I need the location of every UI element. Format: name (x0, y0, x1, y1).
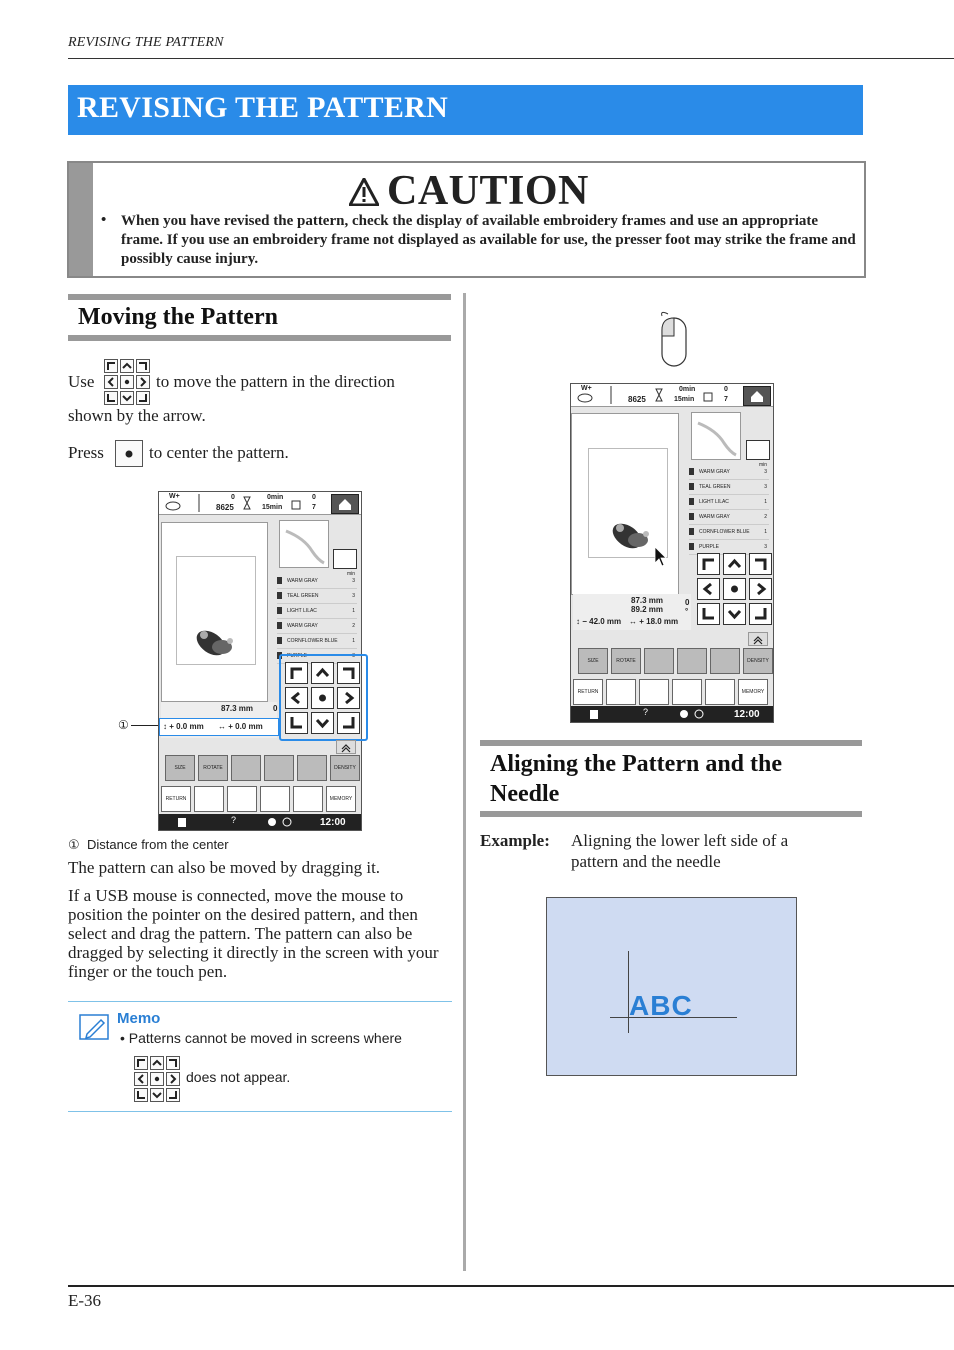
press-text-suffix: to center the pattern. (149, 443, 289, 462)
thread-row (277, 634, 357, 649)
hourglass-icon (655, 388, 663, 402)
thread-name: PURPLE (287, 653, 308, 659)
distance-from-center-readout: ↕ + 0.0 mm ↔ + 0.0 mm (159, 718, 279, 736)
needle-icon (196, 494, 202, 512)
move-up-button[interactable] (311, 662, 334, 684)
thread-count: 1 (352, 638, 355, 644)
move-pad-icon-memo (134, 1056, 180, 1102)
thread-row (277, 589, 357, 604)
embroidery-edit-screen-right: W+ 8625 0min 15min 0 7 min WARM GRAY 3 TEAL GREEN 3 LIGHT LILAC 1 WARM GRAY 2 CORNFLOWER BLUE 1 PURPLE 3 87.3 mm 89.2 mm 0 ° ↕ − 42.0 mm ↔ + 18.0 mm SIZE ROTATE DENSITY RETURN MEMORY ? 12:00 (570, 383, 774, 723)
screen-status-bar: W+ 8625 0 0min 15min 0 7 (159, 492, 361, 515)
thread-swatch (277, 592, 282, 599)
expand-toggle-button[interactable] (336, 740, 356, 754)
function-button-1-4[interactable] (677, 648, 707, 674)
settings-icon[interactable] (267, 817, 293, 827)
size-button[interactable]: SIZE (165, 755, 195, 781)
thread-swatch (689, 543, 694, 550)
function-button-1-5[interactable] (297, 755, 327, 781)
thread-name: WARM GRAY (287, 578, 318, 584)
function-button-1-3[interactable] (644, 648, 674, 674)
move-right-button[interactable] (337, 687, 360, 709)
thread-color-list (277, 574, 357, 664)
move-down-button[interactable] (311, 712, 334, 734)
thread-name: TEAL GREEN (287, 593, 319, 599)
home-button[interactable] (743, 386, 771, 406)
return-button[interactable]: RETURN (573, 679, 603, 705)
thread-swatch (689, 483, 694, 490)
function-button-1-5[interactable] (710, 648, 740, 674)
memo-box (68, 1001, 452, 1112)
move-left-button[interactable] (285, 687, 308, 709)
section-heading-aligning: Aligning the Pattern and the Needle (480, 740, 862, 817)
thread-spool-icon (703, 392, 713, 402)
thread-name: CORNFLOWER BLUE (699, 529, 750, 535)
thread-swatch (277, 637, 282, 644)
rotate-button[interactable]: ROTATE (198, 755, 228, 781)
thread-row (277, 604, 357, 619)
needle-icon (608, 386, 614, 404)
presser-foot-icon (165, 501, 181, 511)
pattern-thumbnail (279, 520, 329, 568)
thread-count: 3 (352, 578, 355, 584)
screen-status-bar: W+ 8625 0min 15min 0 7 (571, 384, 773, 407)
thread-swatch (277, 577, 282, 584)
running-header: REVISING THE PATTERN (68, 35, 224, 50)
thread-swatch (277, 622, 282, 629)
function-button-2-5[interactable] (705, 679, 735, 705)
thread-swatch (689, 528, 694, 535)
thread-name: PURPLE (699, 544, 720, 550)
move-pad (697, 553, 772, 625)
callout-leader (131, 725, 158, 726)
example-label: Example: (480, 831, 550, 850)
thread-count: 3 (764, 544, 767, 550)
function-buttons-row2 (573, 679, 768, 705)
frame-display-button[interactable] (333, 549, 357, 569)
embroidery-edit-screen-left: W+ 8625 0 0min 15min 0 7 min WARM GRAY 3 TEAL GREEN 3 LIGHT LILAC 1 WARM GRAY 2 CORNFLOWER BLUE 1 PURPLE 3 87.3 mm 0 ↕ + 0.0 mm ↔ + 0.0 mm SIZE ROTATE DENSITY RETURN MEMORY ? 12:00 (158, 491, 362, 831)
thread-row (277, 619, 357, 634)
move-up-right-button[interactable] (749, 553, 772, 575)
thread-name: LIGHT LILAC (699, 499, 729, 505)
move-right-button[interactable] (749, 578, 772, 600)
thread-row (689, 465, 769, 480)
function-button-2-4[interactable] (260, 786, 290, 812)
memo-pencil-icon (79, 1014, 111, 1042)
use-text-prefix: Use (68, 372, 95, 391)
thread-name: TEAL GREEN (699, 484, 731, 490)
page-icon[interactable] (177, 817, 187, 827)
expand-toggle-button[interactable] (748, 632, 768, 646)
alignment-figure (546, 897, 797, 1076)
footer-rule (68, 1285, 954, 1287)
example-text-line1: Aligning the lower left side of a (571, 831, 789, 850)
thread-count: 2 (352, 623, 355, 629)
mouse-pointer-icon (654, 546, 668, 568)
section-heading-moving: Moving the Pattern (68, 294, 451, 341)
size-button[interactable]: SIZE (578, 648, 608, 674)
density-button[interactable]: DENSITY (330, 755, 360, 781)
thread-count: 3 (764, 484, 767, 490)
thread-count: 3 (764, 469, 767, 475)
size-info-panel: 87.3 mm 0 (161, 702, 277, 738)
thread-count: 3 (352, 653, 355, 659)
function-buttons-row1 (578, 648, 773, 674)
thread-swatch (689, 498, 694, 505)
caution-text: When you have revised the pattern, check the display of available embroidery frames and use an appropriate frame. If you use an embroidery frame not displayed as available for use, the presser foot may strike the frame and possibly cause injury. (121, 213, 856, 267)
function-buttons-row2 (161, 786, 356, 812)
function-buttons-row1 (165, 755, 360, 781)
move-down-right-button[interactable] (337, 712, 360, 734)
function-button-2-2[interactable] (194, 786, 224, 812)
move-left-button[interactable] (697, 578, 720, 600)
drag-text: The pattern can also be moved by dragging it. (68, 858, 381, 877)
example-text-line2: pattern and the needle (571, 852, 721, 871)
move-down-left-button[interactable] (697, 603, 720, 625)
move-up-left-button[interactable] (697, 553, 720, 575)
usb-mouse-text: If a USB mouse is connected, move the mouse to position the pointer on the desired pattern, and then select and drag the pattern. The pattern can also be dragged by selecting it directly in the screen with your finger or the touch pen. (68, 886, 439, 981)
memo-title: Memo (117, 1010, 161, 1027)
thread-swatch (277, 607, 282, 614)
thread-count: 1 (764, 499, 767, 505)
memo-text-line2: does not appear. (186, 1069, 291, 1085)
screen-bottom-bar: ? 12:00 (571, 706, 773, 722)
thread-count: 3 (352, 593, 355, 599)
help-button[interactable]: ? (643, 707, 649, 717)
header-rule (68, 58, 954, 59)
memory-button[interactable]: MEMORY (738, 679, 768, 705)
thread-row (689, 525, 769, 540)
move-center-button[interactable] (723, 578, 746, 600)
usb-mouse-icon (658, 310, 688, 368)
screen-bottom-bar: ? 12:00 (159, 814, 361, 830)
use-text-suffix: to move the pattern in the direction (156, 372, 395, 391)
settings-icon[interactable] (679, 709, 705, 719)
size-info-panel: 87.3 mm 89.2 mm 0 ° ↕ − 42.0 mm ↔ + 18.0 mm (573, 594, 691, 630)
move-down-right-button[interactable] (749, 603, 772, 625)
function-button-2-4[interactable] (672, 679, 702, 705)
butterfly-pattern-icon[interactable] (602, 506, 662, 566)
density-button[interactable]: DENSITY (743, 648, 773, 674)
page-title: REVISING THE PATTERN (77, 91, 449, 124)
rotate-button[interactable]: ROTATE (611, 648, 641, 674)
thread-color-list (689, 465, 769, 555)
move-down-left-button[interactable] (285, 712, 308, 734)
move-center-button[interactable] (311, 687, 334, 709)
thread-name: WARM GRAY (699, 514, 730, 520)
home-button[interactable] (331, 494, 359, 514)
thread-name: LIGHT LILAC (287, 608, 317, 614)
use-text-line2: shown by the arrow. (68, 406, 206, 425)
warning-icon (349, 178, 379, 206)
thread-count: 1 (764, 529, 767, 535)
thread-count: 2 (764, 514, 767, 520)
move-down-button[interactable] (723, 603, 746, 625)
move-up-right-button[interactable] (337, 662, 360, 684)
caution-title: CAUTION (349, 167, 589, 215)
page-number: E-36 (68, 1291, 102, 1310)
title-banner (68, 85, 863, 135)
move-pad (285, 662, 360, 734)
function-button-1-3[interactable] (231, 755, 261, 781)
function-button-2-2[interactable] (606, 679, 636, 705)
function-button-2-3[interactable] (639, 679, 669, 705)
pattern-preview-area (161, 522, 268, 702)
abc-pattern-text: ABC (629, 990, 693, 1021)
move-up-left-button[interactable] (285, 662, 308, 684)
press-text-prefix: Press (68, 443, 104, 462)
help-button[interactable]: ? (231, 815, 237, 825)
thread-swatch (689, 513, 694, 520)
presser-foot-icon (577, 393, 593, 403)
thread-name: WARM GRAY (699, 469, 730, 475)
function-button-1-4[interactable] (264, 755, 294, 781)
callout-number: ① (118, 718, 129, 732)
pattern-preview-area (571, 413, 679, 595)
page-icon[interactable] (589, 709, 599, 719)
thread-spool-icon (291, 500, 301, 510)
column-divider (463, 293, 466, 1271)
thread-swatch (689, 468, 694, 475)
pattern-thumbnail (691, 412, 741, 460)
caution-strip (69, 163, 93, 276)
thread-count: 1 (352, 608, 355, 614)
caution-bullet: • (101, 212, 107, 228)
memory-button[interactable]: MEMORY (326, 786, 356, 812)
frame-display-button[interactable] (746, 440, 770, 460)
caution-box (67, 161, 866, 278)
thread-row (689, 480, 769, 495)
thread-name: WARM GRAY (287, 623, 318, 629)
function-button-2-3[interactable] (227, 786, 257, 812)
thread-row (689, 495, 769, 510)
thread-row (277, 574, 357, 589)
thread-name: CORNFLOWER BLUE (287, 638, 338, 644)
memo-text-line1: • Patterns cannot be moved in screens where (120, 1030, 402, 1046)
center-button-icon (115, 440, 143, 467)
callout-caption-number: ① (68, 837, 80, 852)
move-pad-icon (104, 359, 150, 405)
move-up-button[interactable] (723, 553, 746, 575)
butterfly-pattern-icon[interactable] (186, 613, 246, 673)
function-button-2-5[interactable] (293, 786, 323, 812)
return-button[interactable]: RETURN (161, 786, 191, 812)
hourglass-icon (243, 496, 251, 510)
thread-row (689, 510, 769, 525)
callout-caption: Distance from the center (87, 837, 229, 852)
